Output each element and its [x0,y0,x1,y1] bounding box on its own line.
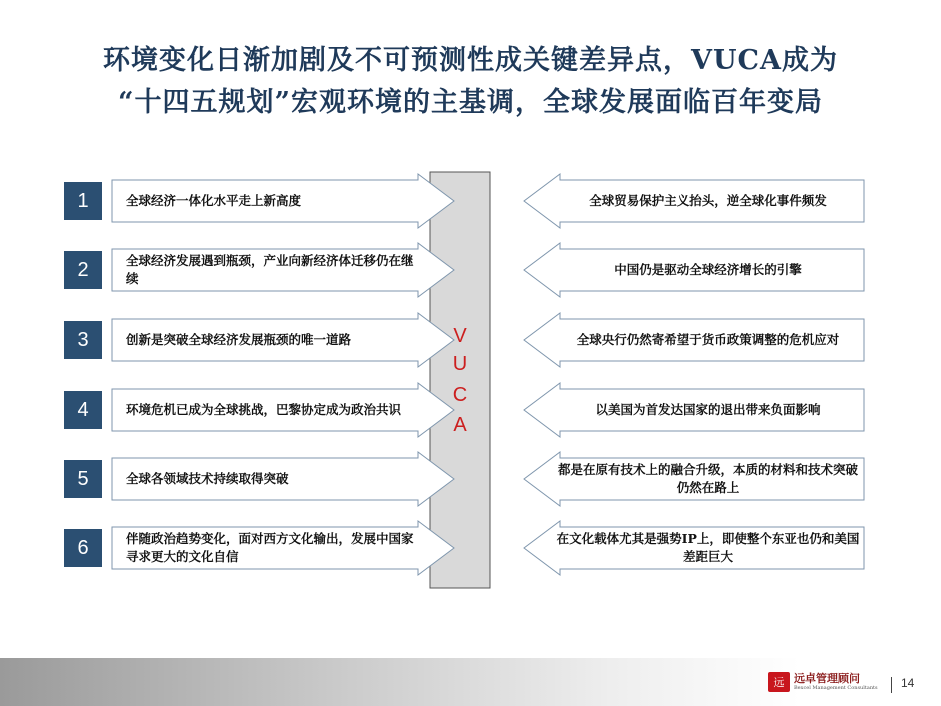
item-number-badge: 6 [64,529,102,567]
item-number-badge: 1 [64,182,102,220]
vuca-letter: U [452,353,468,375]
item-number-badge: 5 [64,460,102,498]
vuca-letter: V [453,325,467,347]
title-line-1: 环境变化日渐加剧及不可预测性成关键差异点，VUCA成为 [103,45,838,76]
right-item-text: 以美国为首发达国家的退出带来负面影响 [595,402,821,417]
right-item-text: 在文化载体尤其是强势IP上，即使整个东亚也仍和美国差距巨大 [556,531,860,564]
left-item-text: 伴随政治趋势变化，面对西方文化输出，发展中国家寻求更大的文化自信 [126,531,414,564]
company-logo [768,672,878,692]
right-item-text: 全球贸易保护主义抬头，逆全球化事件频发 [589,193,827,208]
left-item-text: 全球经济一体化水平走上新高度 [126,193,302,208]
logo-english-name: Bexcel Management Consultants [794,684,878,691]
page-separator [891,677,892,693]
left-item-text: 创新是突破全球经济发展瓶颈的唯一道路 [126,332,352,347]
logo-name: 远卓管理顾问 [794,671,860,685]
left-item-text: 全球各领域技术持续取得突破 [126,471,289,486]
title-line-2: “十四五规划”宏观环境的主基调，全球发展面临百年变局 [117,87,824,118]
item-number-badge: 4 [64,391,102,429]
left-item-text: 全球经济发展遇到瓶颈，产业向新经济体迁移仍在继续 [126,253,414,286]
left-item-text: 环境危机已成为全球挑战，巴黎协定成为政治共识 [126,402,402,417]
item-number-badge: 2 [64,251,102,289]
vuca-letter: C [452,384,468,406]
item-number-badge: 3 [64,321,102,359]
page-number: 14 [901,676,915,690]
vuca-center-column [430,172,490,588]
right-item-text: 都是在原有技术上的融合升级，本质的材料和技术突破仍然在路上 [557,462,858,495]
vuca-letter: A [453,414,467,436]
right-item-text: 中国仍是驱动全球经济增长的引擎 [614,262,802,277]
logo-icon: 远 [768,672,790,692]
right-item-text: 全球央行仍然寄希望于货币政策调整的危机应对 [576,332,840,347]
